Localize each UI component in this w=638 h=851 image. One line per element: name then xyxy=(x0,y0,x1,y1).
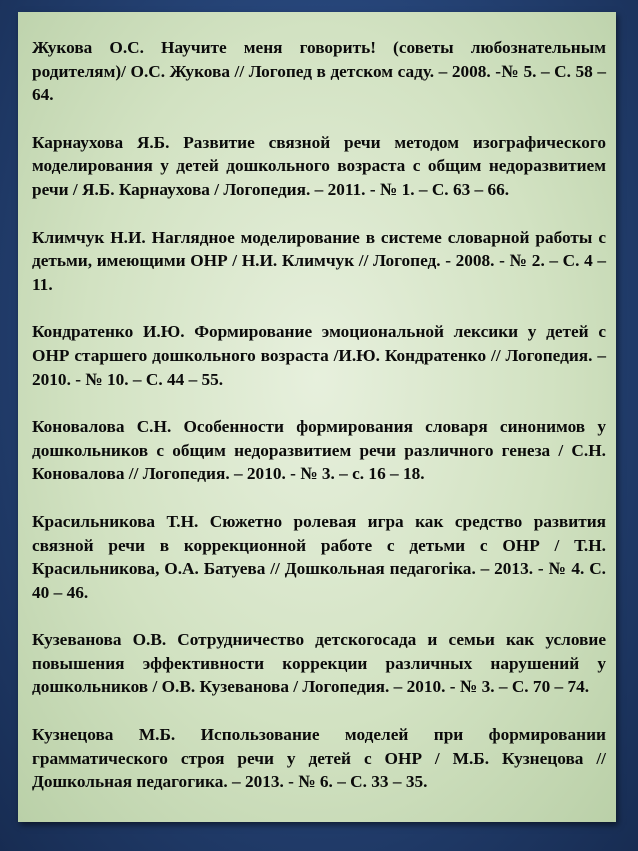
reference-item: Кондратенко И.Ю. Формирование эмоциональной лексики у детей с ОНР старшего дошкольного возраста /И.Ю. Кондратенко // Логопедия. – 2010. - № 10. – С. 44 – 55. xyxy=(32,322,606,389)
reference-list xyxy=(32,36,606,818)
reference-item: Коновалова С.Н. Особенности формирования словаря синонимов у дошкольников с общим недоразвитием речи различного генеза / С.Н. Коновалова // Логопедия. – 2010. - № 3. – с. 16 – 18. xyxy=(32,417,606,484)
reference-item: Кузеванова О.В. Сотрудничество детскогосада и семьи как условие повышения эффективности коррекции различных нарушений у дошкольников / О.В. Кузеванова / Логопедия. – 2010. - № 3. – С. 70 – 74. xyxy=(32,630,606,697)
slide-card xyxy=(18,12,616,822)
reference-item: Карнаухова Я.Б. Развитие связной речи методом изографического моделирования у детей дошкольного возраста с общим недоразвитием речи / Я.Б. Карнаухова / Логопедия. – 2011. - № 1. – С. 63 – 66. xyxy=(32,132,606,199)
reference-item: Красильникова Т.Н. Сюжетно ролевая игра как средство развития связной речи в коррекционной работе с детьми с ОНР / Т.Н. Красильникова, О.А. Батуева // Дошкольная педагогiка. – 2013. - № 4. С. 40 – 46. xyxy=(32,511,606,602)
reference-item: Климчук Н.И. Наглядное моделирование в системе словарной работы с детьми, имеющими ОНР / Н.И. Климчук // Логопед. - 2008. - № 2. – С. 4 – 11. xyxy=(32,227,606,294)
reference-item: Жукова О.С. Научите меня говорить! (советы любознательным родителям)/ О.С. Жукова // Логопед в детском саду. – 2008. -№ 5. – С. 58 – 64. xyxy=(32,38,606,105)
reference-item: Кузнецова М.Б. Использование моделей при формировании грамматического строя речи у детей с ОНР / М.Б. Кузнецова // Дошкольная педагогика. – 2013. - № 6. – С. 33 – 35. xyxy=(32,725,606,792)
